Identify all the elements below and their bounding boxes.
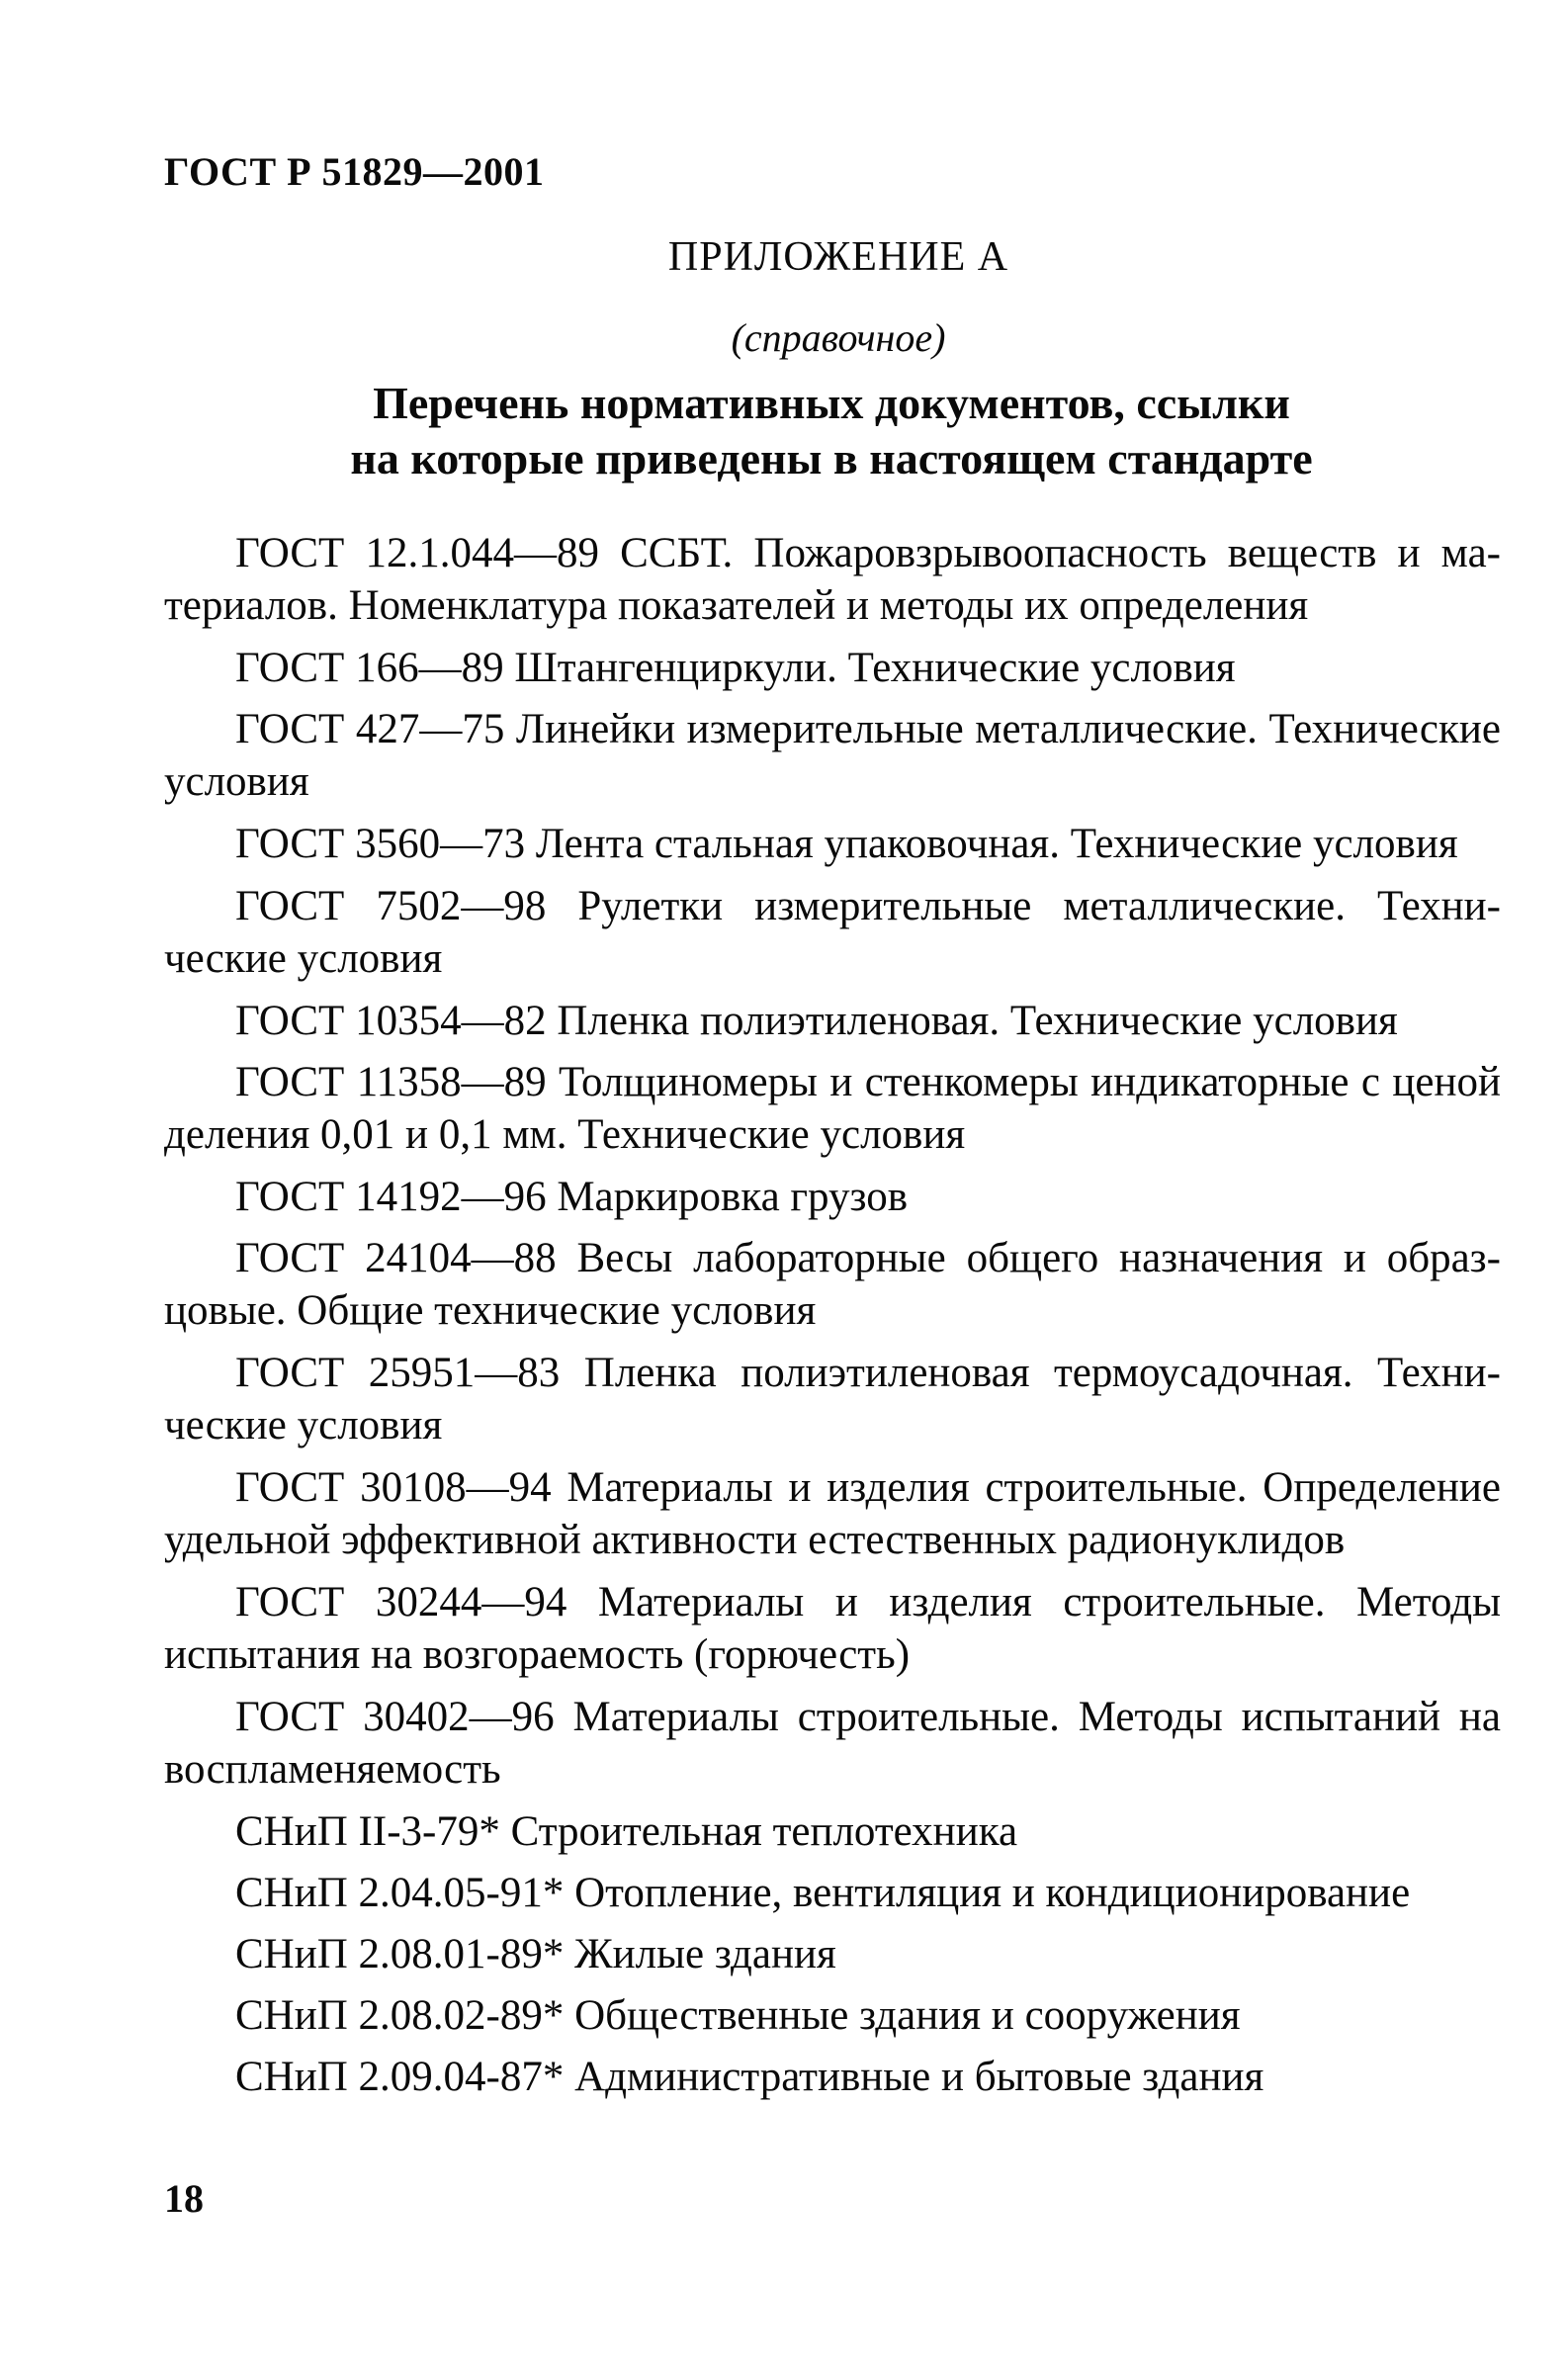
appendix-heading-line: Перечень нормативных документов, ссылки <box>373 378 1290 428</box>
reference-item: ГОСТ 3560—73 Лента стальная упаковочная. Технические условия <box>235 821 1458 867</box>
reference-item: ГОСТ 10354—82 Пленка полиэтиленовая. Технические условия <box>235 998 1398 1044</box>
reference-item: ГОСТ 30402—96 Материалы строительные. Методы испытаний на воспламеняемость <box>164 1694 1501 1793</box>
reference-item: СНиП 2.09.04-87* Административные и бытовые здания <box>235 2054 1264 2100</box>
reference-list <box>164 527 1501 2112</box>
reference-item: ГОСТ 14192—96 Маркировка грузов <box>235 1174 909 1220</box>
reference-item: ГОСТ 30244—94 Материалы и изделия строительные. Методы испытания на возгораемость (горючесть) <box>164 1579 1501 1678</box>
reference-item: СНиП II-3-79* Строительная теплотехника <box>235 1808 1018 1855</box>
reference-item: ГОСТ 166—89 Штангенциркули. Технические условия <box>235 645 1236 691</box>
reference-item: ГОСТ 7502—98 Рулетки измерительные металлические. Технические условия <box>164 883 1501 982</box>
reference-item: СНиП 2.08.01-89* Жилые здания <box>235 1931 836 1977</box>
appendix-title: ПРИЛОЖЕНИЕ А <box>667 234 1009 280</box>
document-code: ГОСТ Р 51829—2001 <box>164 149 545 194</box>
reference-item: ГОСТ 11358—89 Толщиномеры и стенкомеры индикаторные с ценой деления 0,01 и 0,1 мм. Технические условия <box>164 1059 1501 1158</box>
page-number: 18 <box>164 2176 204 2221</box>
reference-item: ГОСТ 427—75 Линейки измерительные металлические. Технические условия <box>164 706 1501 805</box>
reference-item: ГОСТ 30108—94 Материалы и изделия строительные. Определение удельной эффективной активности естественных радионуклидов <box>164 1464 1501 1563</box>
appendix-heading-line: на которые приведены в настоящем стандарте <box>350 433 1313 483</box>
appendix-status: (справочное) <box>731 315 946 360</box>
reference-item: ГОСТ 24104—88 Весы лабораторные общего назначения и образцовые. Общие технические условия <box>164 1235 1501 1334</box>
reference-item: ГОСТ 12.1.044—89 ССБТ. Пожаровзрывоопасность веществ и материалов. Номенклатура показателей и методы их определения <box>164 530 1501 629</box>
reference-item: СНиП 2.08.02-89* Общественные здания и сооружения <box>235 1992 1241 2039</box>
appendix-heading <box>164 376 1499 486</box>
reference-item: ГОСТ 25951—83 Пленка полиэтиленовая термоусадочная. Технические условия <box>164 1350 1501 1448</box>
reference-item: СНиП 2.04.05-91* Отопление, вентиляция и кондиционирование <box>235 1870 1411 1916</box>
